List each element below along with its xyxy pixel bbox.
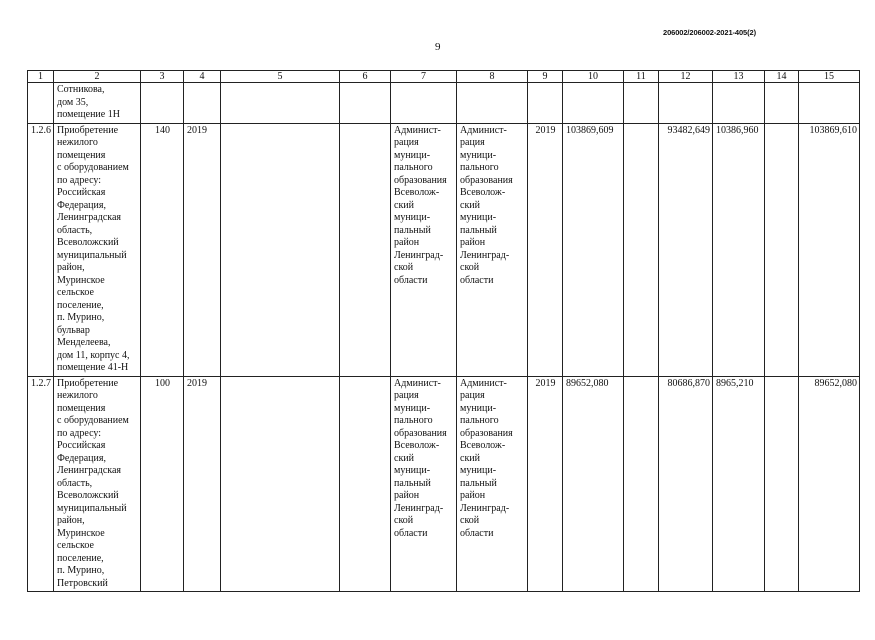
amount-cell: 10386,960	[713, 123, 765, 376]
responsible-cell: Админист- рация муници- пального образования Всеволож- ский муници- пальный район Ленинград- ской области	[391, 123, 457, 376]
empty-cell	[141, 83, 184, 124]
customer-cell: Админист- рация муници- пального образования Всеволож- ский муници- пальный район Ленинград- ской области	[457, 376, 528, 592]
column-number: 9	[528, 71, 563, 83]
empty-cell	[799, 83, 860, 124]
column-number: 10	[563, 71, 624, 83]
description-cell: Приобретение нежилого помещения с оборудованием по адресу: Российская Федерация, Ленинградская область, Всеволожский муниципальный район, Муринское сельское поселение, п. Мурино, бульвар Менделеева, дом 11, корпус 4, помещение 41-Н	[54, 123, 141, 376]
document-id: 206002/206002-2021-405(2)	[663, 28, 756, 37]
column-number: 3	[141, 71, 184, 83]
column-number: 8	[457, 71, 528, 83]
empty-cell	[184, 83, 221, 124]
empty-cell	[221, 83, 340, 124]
amount-cell: 8965,210	[713, 376, 765, 592]
continuation-row	[28, 83, 860, 124]
column-number: 5	[221, 71, 340, 83]
column-number: 13	[713, 71, 765, 83]
year-cell: 2019	[184, 376, 221, 592]
column-number: 12	[659, 71, 713, 83]
table-cell	[765, 376, 799, 592]
table-cell	[624, 376, 659, 592]
item-number-cell: 1.2.7	[28, 376, 54, 592]
table-cell	[221, 376, 340, 592]
empty-cell	[528, 83, 563, 124]
empty-cell	[457, 83, 528, 124]
empty-cell	[624, 83, 659, 124]
amount-cell: 93482,649	[659, 123, 713, 376]
year-cell: 2019	[528, 376, 563, 592]
column-number: 1	[28, 71, 54, 83]
year-cell: 2019	[184, 123, 221, 376]
column-number: 15	[799, 71, 860, 83]
quantity-cell: 100	[141, 376, 184, 592]
customer-cell: Админист- рация муници- пального образования Всеволож- ский муници- пальный район Ленинград- ской области	[457, 123, 528, 376]
table-cell	[340, 123, 391, 376]
column-number: 2	[54, 71, 141, 83]
column-number: 4	[184, 71, 221, 83]
column-number: 11	[624, 71, 659, 83]
empty-cell	[659, 83, 713, 124]
table-cell	[765, 123, 799, 376]
page-number: 9	[435, 41, 441, 53]
empty-cell	[340, 83, 391, 124]
total-cell: 103869,610	[799, 123, 860, 376]
amount-cell: 80686,870	[659, 376, 713, 592]
table-cell	[624, 123, 659, 376]
table-cell	[221, 123, 340, 376]
description-cell: Сотникова, дом 35, помещение 1Н	[54, 83, 141, 124]
empty-cell	[563, 83, 624, 124]
responsible-cell: Админист- рация муници- пального образования Всеволож- ский муници- пальный район Ленинград- ской области	[391, 376, 457, 592]
description-cell: Приобретение нежилого помещения с оборудованием по адресу: Российская Федерация, Ленинградская область, Всеволожский муниципальный район, Муринское сельское поселение, п. Мурино, Петровский	[54, 376, 141, 592]
amount-cell: 89652,080	[563, 376, 624, 592]
column-number-row	[28, 71, 860, 83]
table-cell	[340, 376, 391, 592]
amount-cell: 103869,609	[563, 123, 624, 376]
year-cell: 2019	[528, 123, 563, 376]
empty-cell	[765, 83, 799, 124]
column-number: 7	[391, 71, 457, 83]
register-table	[27, 70, 860, 592]
column-number: 6	[340, 71, 391, 83]
item-number-cell	[28, 83, 54, 124]
table-row	[28, 376, 860, 592]
quantity-cell: 140	[141, 123, 184, 376]
empty-cell	[713, 83, 765, 124]
item-number-cell: 1.2.6	[28, 123, 54, 376]
empty-cell	[391, 83, 457, 124]
total-cell: 89652,080	[799, 376, 860, 592]
column-number: 14	[765, 71, 799, 83]
table-row	[28, 123, 860, 376]
